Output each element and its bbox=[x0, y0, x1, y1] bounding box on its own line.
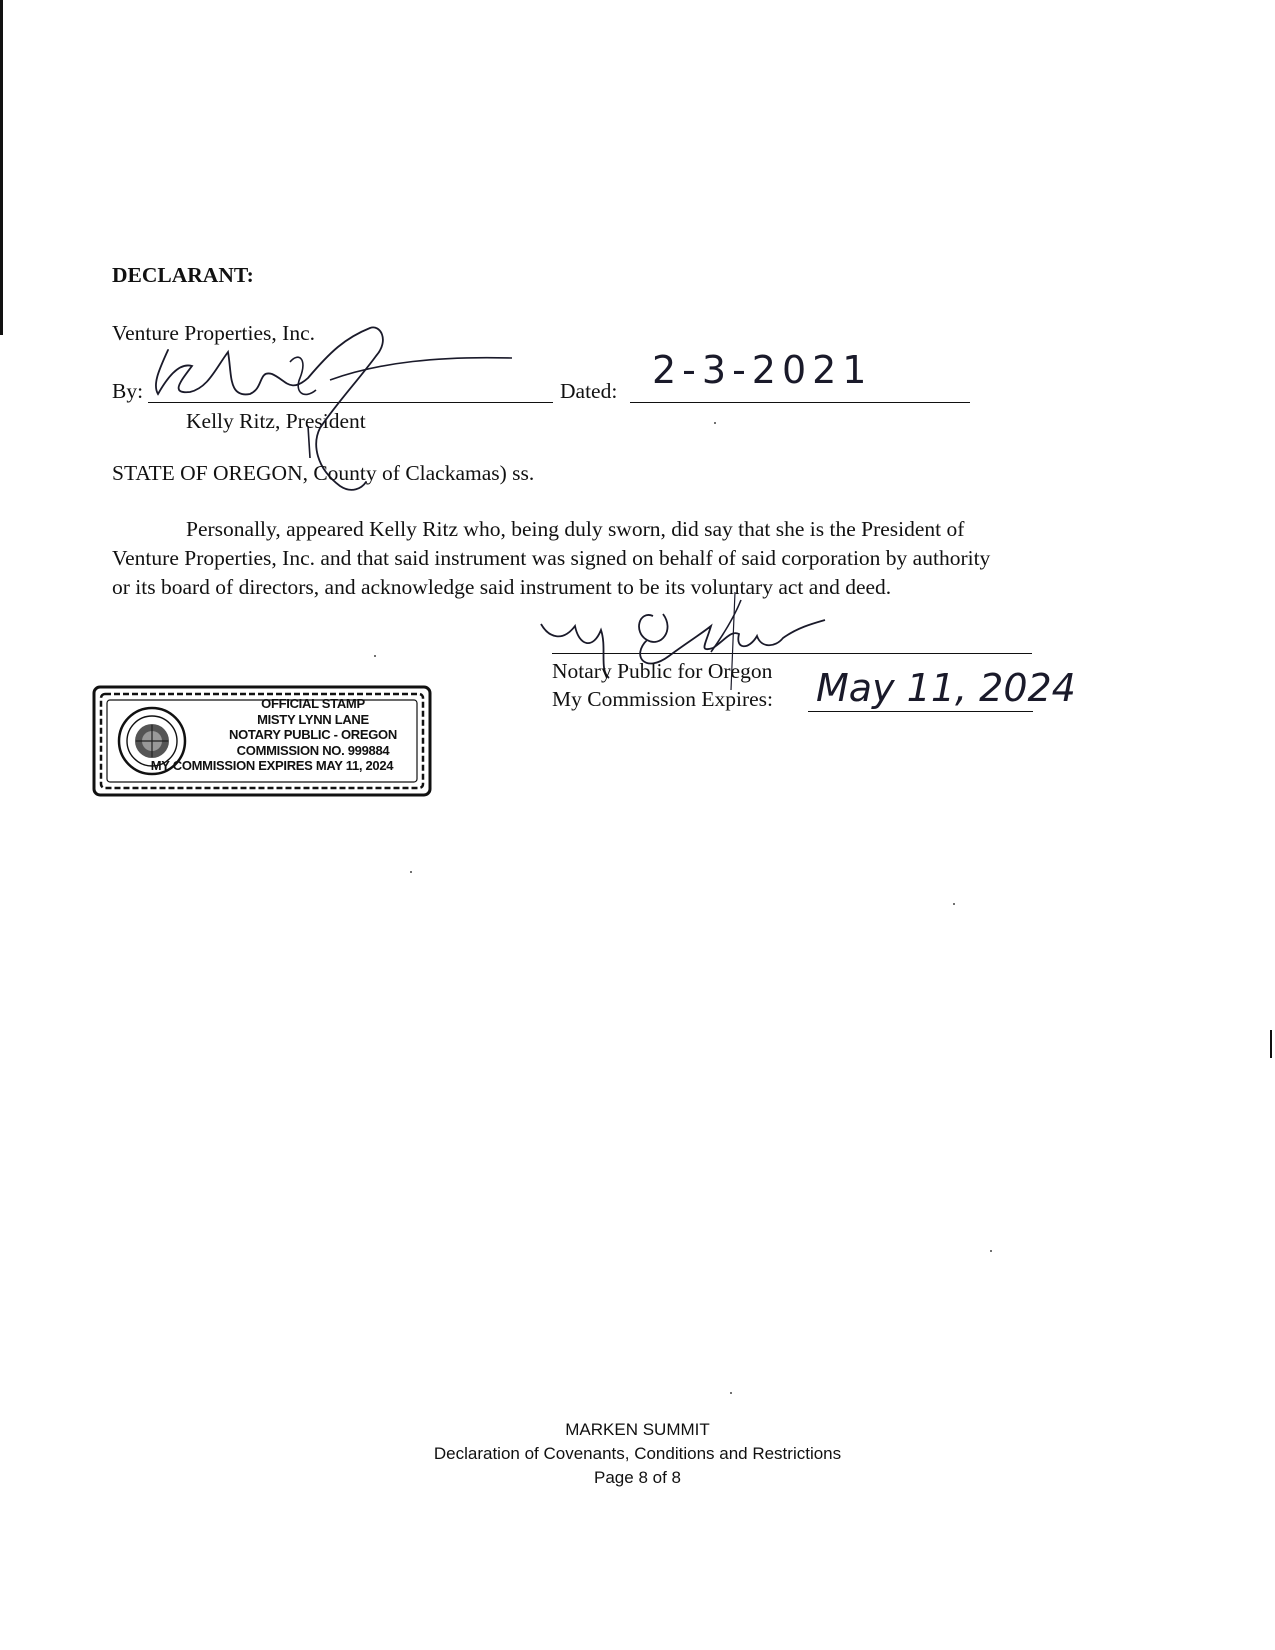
stamp-line-2: MISTY LYNN LANE bbox=[257, 711, 369, 727]
scan-speck bbox=[953, 903, 955, 905]
dated-line bbox=[630, 402, 970, 403]
notary-title: Notary Public for Oregon bbox=[552, 659, 773, 683]
stamp-line-3: NOTARY PUBLIC - OREGON bbox=[229, 727, 397, 742]
acknowledgment-line-3: or its board of directors, and acknowledge said instrument to be its voluntary act and deed. bbox=[112, 575, 892, 599]
commission-expires-label: My Commission Expires: bbox=[552, 687, 773, 711]
dated-value-handwritten: 2-3-2021 bbox=[652, 348, 873, 392]
scan-speck bbox=[730, 1392, 732, 1394]
by-label: By: bbox=[112, 379, 144, 403]
footer-subtitle: Declaration of Covenants, Conditions and Restrictions bbox=[433, 1444, 842, 1463]
scan-edge-right bbox=[1270, 1030, 1272, 1058]
footer-title: MARKEN SUMMIT bbox=[565, 1420, 710, 1439]
venue-line: STATE OF OREGON, County of Clackamas) ss. bbox=[112, 461, 535, 485]
scan-speck bbox=[410, 871, 412, 873]
stamp-line-5: MY COMMISSION EXPIRES MAY 11, 2024 bbox=[150, 758, 394, 773]
declarant-company: Venture Properties, Inc. bbox=[112, 321, 315, 345]
acknowledgment-line-1: Personally, appeared Kelly Ritz who, being duly sworn, did say that she is the President of bbox=[186, 517, 965, 541]
declarant-heading: DECLARANT: bbox=[112, 263, 254, 287]
footer-page-number: Page 8 of 8 bbox=[594, 1468, 681, 1487]
scan-speck bbox=[990, 1250, 992, 1252]
scan-speck bbox=[714, 422, 716, 424]
signer-title: Kelly Ritz, President bbox=[186, 409, 366, 433]
commission-expires-line bbox=[808, 711, 1033, 712]
commission-expires-handwritten: May 11, 2024 bbox=[816, 666, 1076, 710]
acknowledgment-line-2: Venture Properties, Inc. and that said instrument was signed on behalf of said corporation by authority bbox=[112, 546, 991, 570]
stamp-line-1: OFFICIAL STAMP bbox=[261, 696, 365, 711]
dated-label: Dated: bbox=[560, 379, 618, 403]
scan-speck bbox=[374, 655, 376, 657]
official-notary-stamp bbox=[92, 685, 432, 797]
stamp-line-4: COMMISSION NO. 999884 bbox=[236, 742, 390, 758]
scan-edge-left bbox=[0, 0, 3, 335]
